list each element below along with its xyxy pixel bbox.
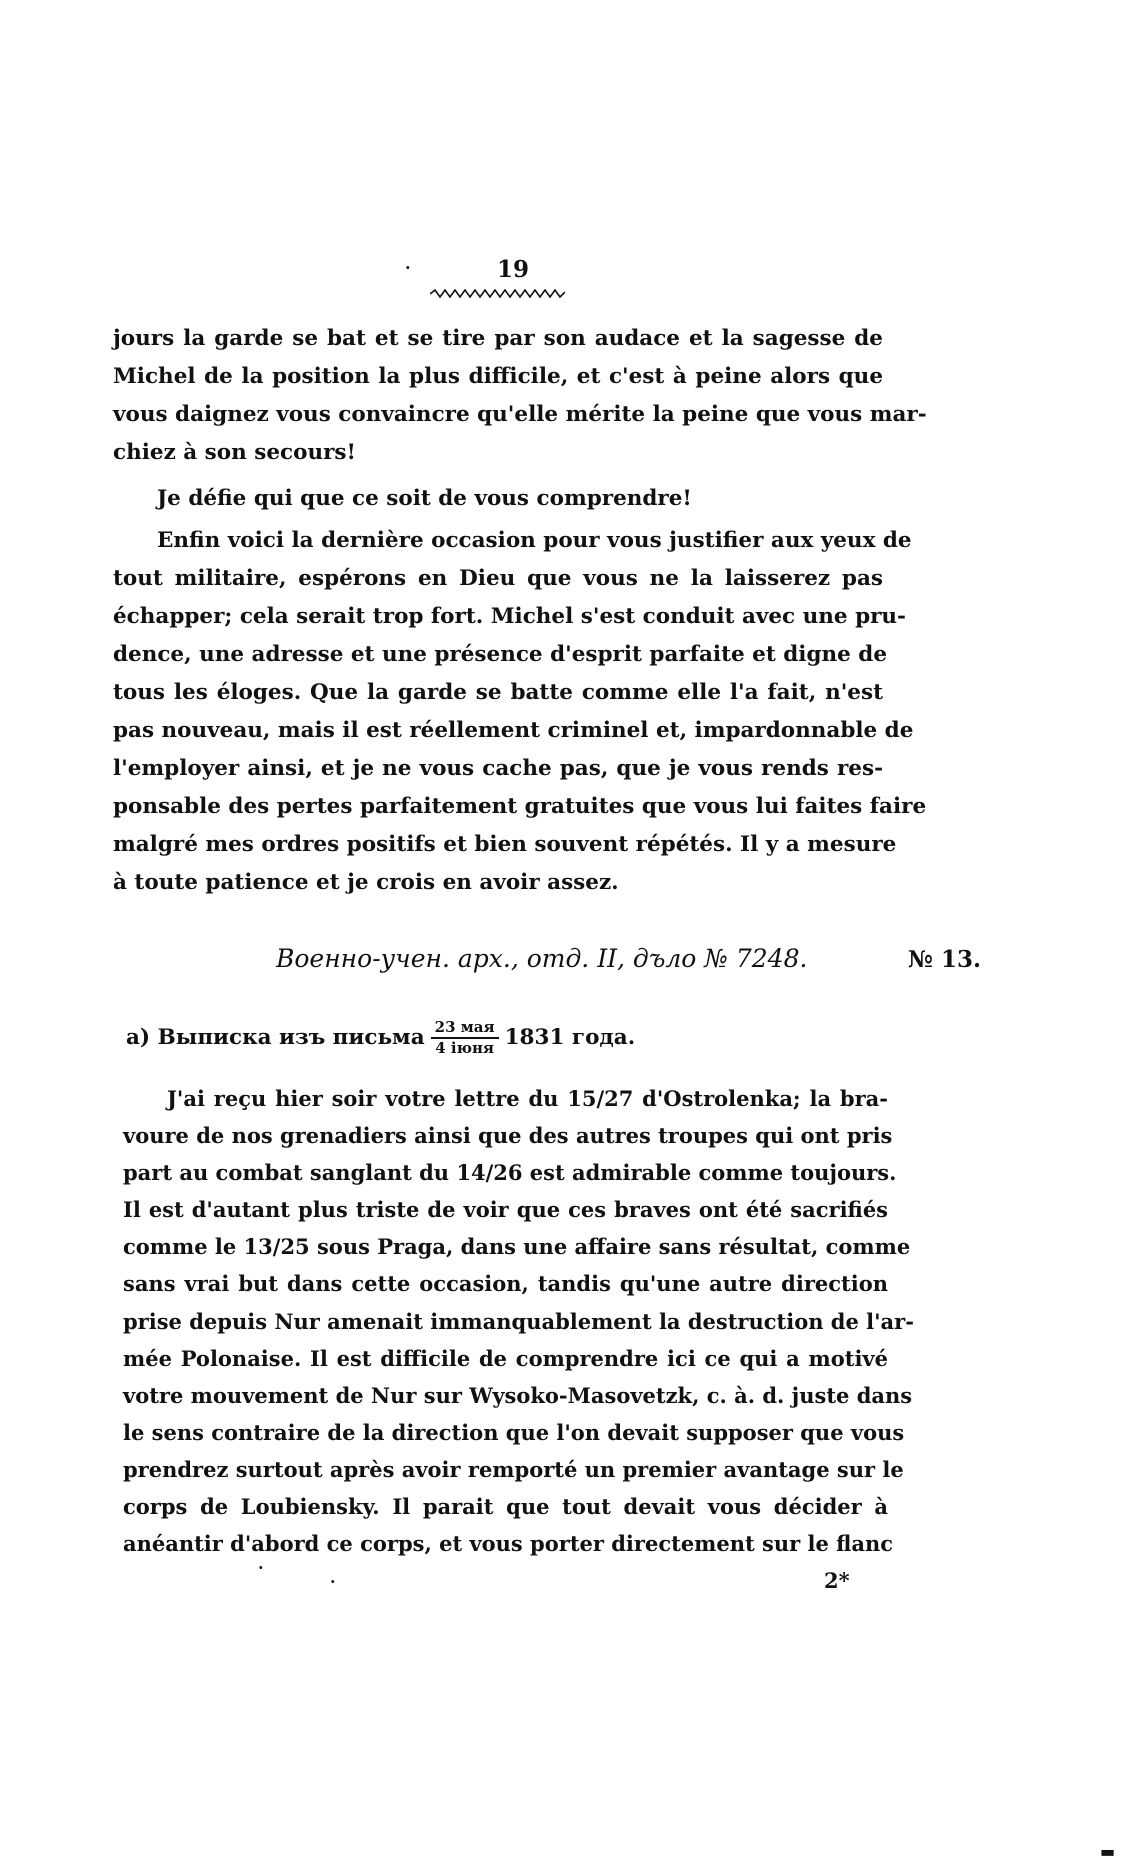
extract-prefix: а) Выписка изъ письма xyxy=(126,1025,425,1050)
archive-source-reference: Военно-учен. арх., отд. II, дъло № 7248. xyxy=(276,944,808,973)
text-line: jours la garde se bat et se tire par son audace et la sagesse de xyxy=(113,326,883,351)
page-number-ornament xyxy=(430,289,565,299)
text-line: tous les éloges. Que la garde se batte comme elle l'a fait, n'est xyxy=(113,680,883,705)
paragraph-2 xyxy=(113,480,883,518)
text-line: Enfin voici la dernière occasion pour vous justifier aux yeux de xyxy=(157,528,912,553)
text-line: pas nouveau, mais il est réellement criminel et, impardonnable de xyxy=(113,718,914,743)
extract-heading xyxy=(126,1018,635,1058)
text-line: Je défie qui que ce soit de vous comprendre! xyxy=(157,486,692,511)
text-line: chiez à son secours! xyxy=(113,440,356,465)
paragraph-3 xyxy=(113,522,927,902)
paragraph-1 xyxy=(113,320,927,472)
text-line: à toute patience et je crois en avoir assez. xyxy=(113,870,619,895)
text-line: anéantir d'abord ce corps, et vous porter directement sur le flanc xyxy=(123,1531,894,1557)
speck-mark: · xyxy=(405,258,411,277)
document-number: № 13. xyxy=(908,946,982,973)
text-line: comme le 13/25 sous Praga, dans une affaire sans résultat, comme xyxy=(123,1234,911,1260)
page-number: 19 xyxy=(496,256,529,283)
text-line: ponsable des pertes parfaitement gratuites que vous lui faites faire xyxy=(113,794,927,819)
date-fraction xyxy=(431,1020,499,1056)
speck-mark: · xyxy=(330,1572,336,1591)
text-line: échapper; cela serait trop fort. Michel s'est conduit avec une pru- xyxy=(113,604,906,629)
text-line: J'ai reçu hier soir votre lettre du 15/27 d'Ostrolenka; la bra- xyxy=(167,1086,888,1111)
speck-mark: ▬ xyxy=(1100,1842,1116,1861)
text-line: voure de nos grenadiers ainsi que des autres troupes qui ont pris xyxy=(123,1123,893,1149)
text-line: l'employer ainsi, et je ne vous cache pas, que je vous rends res- xyxy=(113,756,883,781)
extract-year: 1831 года. xyxy=(504,1025,636,1050)
text-line: sans vrai but dans cette occasion, tandis qu'une autre direction xyxy=(123,1271,888,1297)
text-line: votre mouvement de Nur sur Wysoko-Masovetzk, c. à. d. juste dans xyxy=(123,1382,913,1408)
signature-mark: 2* xyxy=(824,1568,850,1593)
text-line: part au combat sanglant du 14/26 est admirable comme toujours. xyxy=(123,1160,897,1186)
text-line: le sens contraire de la direction que l'on devait supposer que vous xyxy=(123,1419,905,1445)
text-line: malgré mes ordres positifs et bien souvent répétés. Il y a mesure xyxy=(113,832,897,857)
speck-mark: · xyxy=(258,1558,264,1577)
text-line: Michel de la position la plus difficile, et c'est à peine alors que xyxy=(113,364,883,389)
date-old-style: 23 мая xyxy=(431,1020,499,1039)
text-line: vous daignez vous convaincre qu'elle mérite la peine que vous mar- xyxy=(113,402,927,427)
text-line: Il est d'autant plus triste de voir que ces braves ont été sacrifiés xyxy=(123,1197,888,1223)
text-line: tout militaire, espérons en Dieu que vous ne la laisserez pas xyxy=(113,566,883,591)
text-line: prise depuis Nur amenait immanquablement la destruction de l'ar- xyxy=(123,1308,914,1334)
text-line: dence, une adresse et une présence d'esprit parfaite et digne de xyxy=(113,642,887,667)
text-line: prendrez surtout après avoir remporté un premier avantage sur le xyxy=(123,1456,904,1482)
date-new-style: 4 іюня xyxy=(435,1039,495,1057)
text-line: mée Polonaise. Il est difficile de comprendre ici ce qui a motivé xyxy=(123,1345,888,1371)
paragraph-4 xyxy=(123,1080,914,1562)
text-line: corps de Loubiensky. Il parait que tout devait vous décider à xyxy=(123,1494,888,1520)
